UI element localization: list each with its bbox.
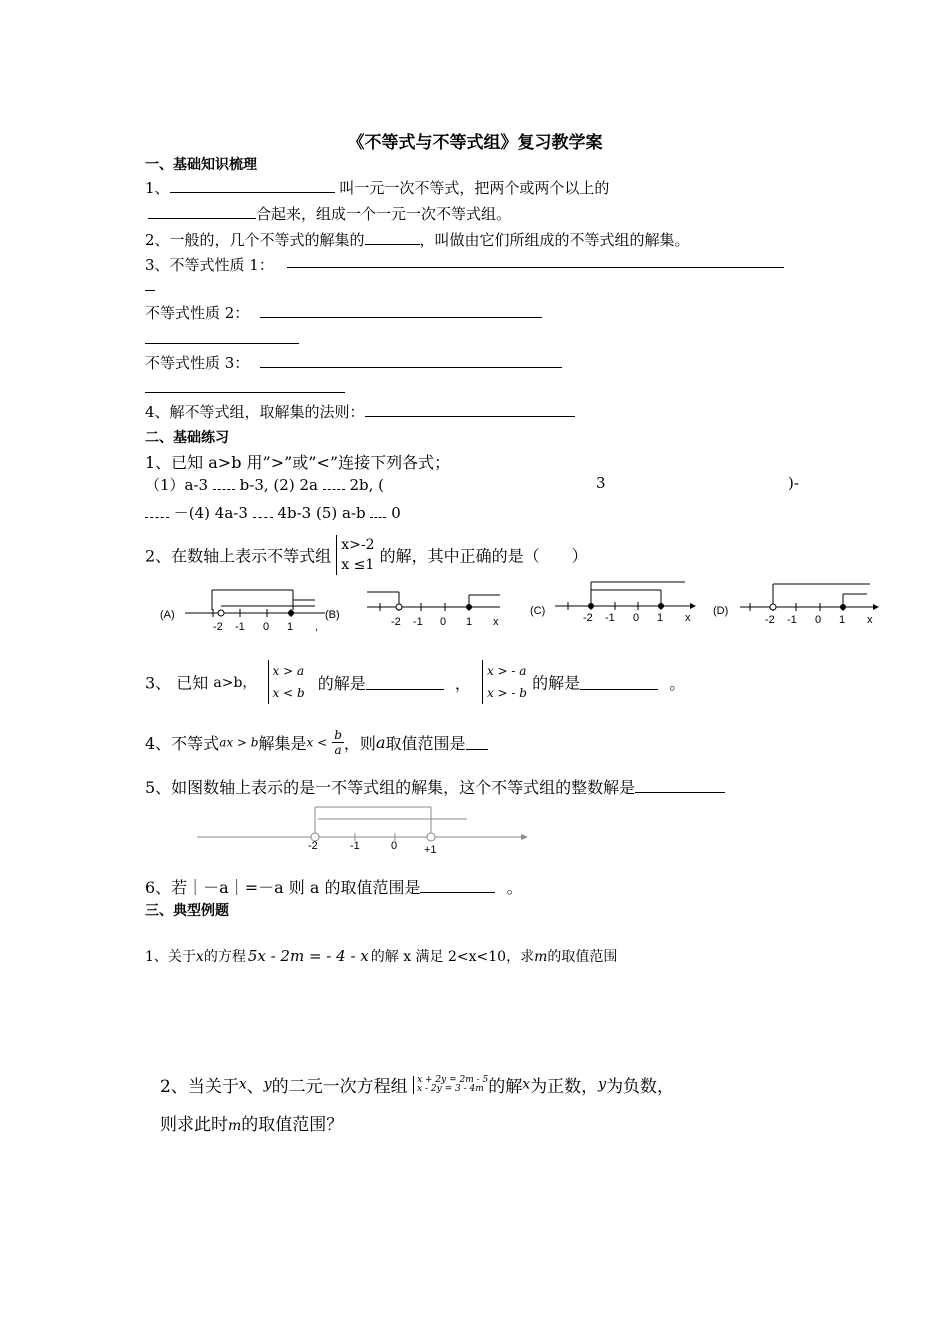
s2-q6-end: 。 bbox=[506, 878, 523, 897]
sys-line-1: x>-2 bbox=[341, 537, 375, 553]
s1-p2: 不等式性质 2： bbox=[145, 304, 250, 322]
s3-ex2-e: 为负数， bbox=[606, 1077, 675, 1097]
s2-q4-sol: x < bbox=[306, 735, 328, 750]
s3-ex2-c: 的解 bbox=[488, 1077, 523, 1097]
tick-label: 0 bbox=[815, 614, 822, 626]
s2-q3-cond: a>b， bbox=[213, 675, 257, 691]
axis-label: x bbox=[493, 616, 499, 628]
blank-line bbox=[260, 367, 562, 368]
tick-label: -2 bbox=[765, 614, 775, 626]
blank bbox=[370, 503, 386, 518]
s2-q3-text-b: 的解是 bbox=[317, 673, 366, 693]
tick-label: -2 bbox=[391, 616, 401, 628]
s1-q1-line2 bbox=[148, 203, 511, 224]
s3-ex2-b: 的二元一次方程组 bbox=[271, 1077, 408, 1097]
s3-ex2-a: 2、当关于 bbox=[160, 1077, 239, 1097]
section-heading-3: 三、典型例题 bbox=[145, 903, 229, 919]
blank bbox=[366, 675, 444, 690]
s2-q1-item3-num: 3 bbox=[596, 474, 606, 492]
s2-q4-text-d: 取值范围是 bbox=[385, 734, 466, 753]
q5-number-line bbox=[195, 805, 535, 855]
s1-q1-line1 bbox=[145, 177, 609, 198]
s2-q4 bbox=[145, 728, 488, 757]
denominator: a bbox=[334, 743, 342, 757]
s2-q3 bbox=[145, 660, 685, 704]
inequality-system bbox=[336, 535, 374, 575]
blank bbox=[420, 878, 495, 893]
blank-line bbox=[145, 392, 345, 393]
s1-q2 bbox=[145, 229, 690, 250]
option-label: (D) bbox=[713, 605, 729, 617]
s2-q5-text: 5、如图数轴上表示的是一不等式组的解集，这个不等式组的整数解是 bbox=[145, 778, 636, 797]
tick-label: 0 bbox=[440, 616, 447, 628]
s1-q1-prefix: 1、 bbox=[145, 179, 170, 197]
tick-label: -2 bbox=[308, 840, 318, 852]
s1-q3: 3、不等式性质 1： bbox=[145, 256, 274, 274]
blank bbox=[365, 402, 575, 417]
inequality-system-2 bbox=[482, 660, 527, 704]
var-m: m bbox=[228, 1118, 242, 1134]
sys-line-1: x + 2y = 2m - 5 bbox=[417, 1074, 489, 1085]
tick-label: -1 bbox=[413, 616, 423, 628]
inequality-system-1 bbox=[268, 660, 305, 704]
blank-line bbox=[145, 290, 155, 291]
s3-ex2 bbox=[160, 1072, 674, 1097]
tick-label: +1 bbox=[424, 844, 437, 855]
tick-label: -1 bbox=[350, 840, 360, 852]
s3-ex2-d: 为正数， bbox=[530, 1077, 599, 1097]
sys-line-2: x > - b bbox=[486, 686, 527, 700]
tick-label: 0 bbox=[263, 621, 270, 633]
option-label: (A) bbox=[160, 609, 175, 621]
s2-q3-sep: ， bbox=[454, 673, 471, 693]
s3-ex2-line2-a: 则求此时 bbox=[160, 1115, 228, 1135]
s2-q6 bbox=[145, 875, 523, 898]
var-x: x bbox=[195, 949, 204, 965]
s2-q2-text-a: 2、在数轴上表示不等式组 bbox=[145, 546, 332, 566]
s2-q1-item1: （1）a-3 bbox=[145, 476, 209, 494]
s2-q2 bbox=[145, 535, 588, 575]
s1-q1-text-a: 叫一元一次不等式，把两个或两个以上的 bbox=[334, 179, 610, 197]
s2-q3-end: 。 bbox=[669, 673, 686, 693]
option-b bbox=[367, 592, 500, 628]
s3-ex1-b: 的方程 bbox=[203, 949, 246, 965]
s2-q4-text-a: 4、不等式 bbox=[145, 734, 220, 753]
s2-q1: 1、已知 a>b 用”>”或”<”连接下列各式； bbox=[145, 453, 451, 472]
blank bbox=[145, 503, 169, 518]
sys-line-2: x - 2y = 3 - 4m bbox=[417, 1083, 484, 1094]
var-y: y bbox=[263, 1076, 272, 1093]
s1-q1-text-b: 合起来，组成一个一元一次不等式组。 bbox=[256, 205, 512, 223]
option-c bbox=[530, 582, 696, 624]
s3-ex1-c: 的解 x 满足 2<x<10，求 bbox=[370, 949, 535, 965]
numerator: b bbox=[334, 728, 342, 742]
s2-q4-text-c: ，则 bbox=[343, 734, 376, 753]
tick-label: -1 bbox=[605, 612, 615, 624]
tick-label: -1 bbox=[787, 614, 797, 626]
s1-q2-text-a: 2、一般的，几个不等式的解集的 bbox=[145, 231, 365, 249]
s1-q4-label: 4、解不等式组，取解集的法则： bbox=[145, 403, 365, 421]
blank bbox=[580, 675, 658, 690]
option-a bbox=[160, 590, 340, 633]
tick-label: -2 bbox=[583, 612, 593, 624]
s1-q4 bbox=[145, 401, 575, 422]
section-heading-2: 二、基础练习 bbox=[145, 430, 229, 446]
axis-label: x bbox=[867, 614, 873, 626]
s2-q1-item4: －(4) 4a-3 bbox=[173, 504, 248, 522]
var-x: x bbox=[238, 1076, 247, 1093]
tick-label: 1 bbox=[466, 616, 473, 628]
blank bbox=[253, 503, 273, 518]
section-heading-1: 一、基础知识梳理 bbox=[145, 157, 257, 173]
tick-label: 0 bbox=[391, 840, 398, 852]
axis-label: x bbox=[685, 612, 691, 624]
tick-label: 0 bbox=[633, 612, 640, 624]
var-y: y bbox=[598, 1076, 607, 1093]
q2-number-lines bbox=[155, 580, 895, 640]
s2-q1-line2 bbox=[145, 502, 401, 523]
option-d bbox=[713, 584, 879, 626]
option-label: (C) bbox=[530, 605, 546, 617]
fraction bbox=[332, 728, 344, 757]
tick-label: -1 bbox=[235, 621, 245, 633]
blank-line bbox=[287, 267, 784, 268]
s2-q6-text: 6、若｜－a｜=－a 则 a 的取值范围是 bbox=[145, 878, 421, 897]
s2-q1-item3: 2b, ( bbox=[349, 476, 385, 494]
blank bbox=[365, 230, 420, 245]
blank bbox=[466, 735, 488, 750]
tick-label: 1 bbox=[657, 612, 664, 624]
s2-q1-line1 bbox=[145, 474, 384, 495]
s3-ex2-line2 bbox=[160, 1110, 343, 1135]
sys-line-2: x ≤1 bbox=[341, 557, 375, 573]
s3-ex1 bbox=[145, 946, 617, 966]
s3-ex1-a: 1、关于 bbox=[145, 949, 196, 965]
sys-line-2: x < b bbox=[272, 686, 305, 700]
var-m: m bbox=[534, 949, 548, 965]
sys-line-1: x > a bbox=[272, 664, 305, 678]
tick-label: -2 bbox=[213, 621, 223, 633]
s2-q3-text-c: 的解是 bbox=[532, 673, 581, 693]
s2-q4-text-b: 解集是 bbox=[258, 734, 307, 753]
s2-q4-var: a bbox=[375, 733, 386, 752]
s3-ex1-eq: 5x - 2m = - 4 - x bbox=[247, 947, 369, 965]
blank bbox=[148, 204, 256, 219]
tick-label: 1 bbox=[839, 614, 846, 626]
blank-line bbox=[145, 343, 299, 344]
var-x: x bbox=[522, 1076, 531, 1093]
s1-p3: 不等式性质 3： bbox=[145, 354, 250, 372]
s2-q3-text-a: 3、 已知 bbox=[145, 673, 209, 693]
blank bbox=[213, 475, 235, 490]
s2-q1-item2: b-3, (2) 2a bbox=[239, 476, 318, 494]
page-title: 《不等式与不等式组》复习教学案 bbox=[347, 133, 603, 153]
option-label: (B) bbox=[325, 609, 340, 621]
blank bbox=[635, 778, 725, 793]
s2-q4-expr: ax > b bbox=[219, 735, 259, 750]
s2-q2-text-b: 的解，其中正确的是（ ） bbox=[379, 546, 588, 566]
s1-q2-text-b: ，叫做由它们所组成的不等式组的解集。 bbox=[419, 231, 690, 249]
axis-label: , bbox=[315, 621, 319, 633]
tick-label: 1 bbox=[287, 621, 294, 633]
s3-ex2-sep: 、 bbox=[246, 1077, 264, 1097]
s3-ex1-d: 的取值范围 bbox=[547, 949, 618, 965]
s2-q1-item3-end: )- bbox=[788, 474, 799, 492]
blank bbox=[323, 475, 345, 490]
s2-q1-item5-rhs: 0 bbox=[391, 504, 401, 522]
blank bbox=[170, 178, 335, 193]
s3-ex2-line2-b: 的取值范围？ bbox=[241, 1115, 344, 1135]
equation-system bbox=[413, 1076, 488, 1094]
sys-line-1: x > - a bbox=[486, 664, 527, 678]
s2-q5 bbox=[145, 775, 725, 798]
blank-line bbox=[260, 317, 542, 318]
s2-q1-item5: 4b-3 (5) a-b bbox=[277, 504, 366, 522]
